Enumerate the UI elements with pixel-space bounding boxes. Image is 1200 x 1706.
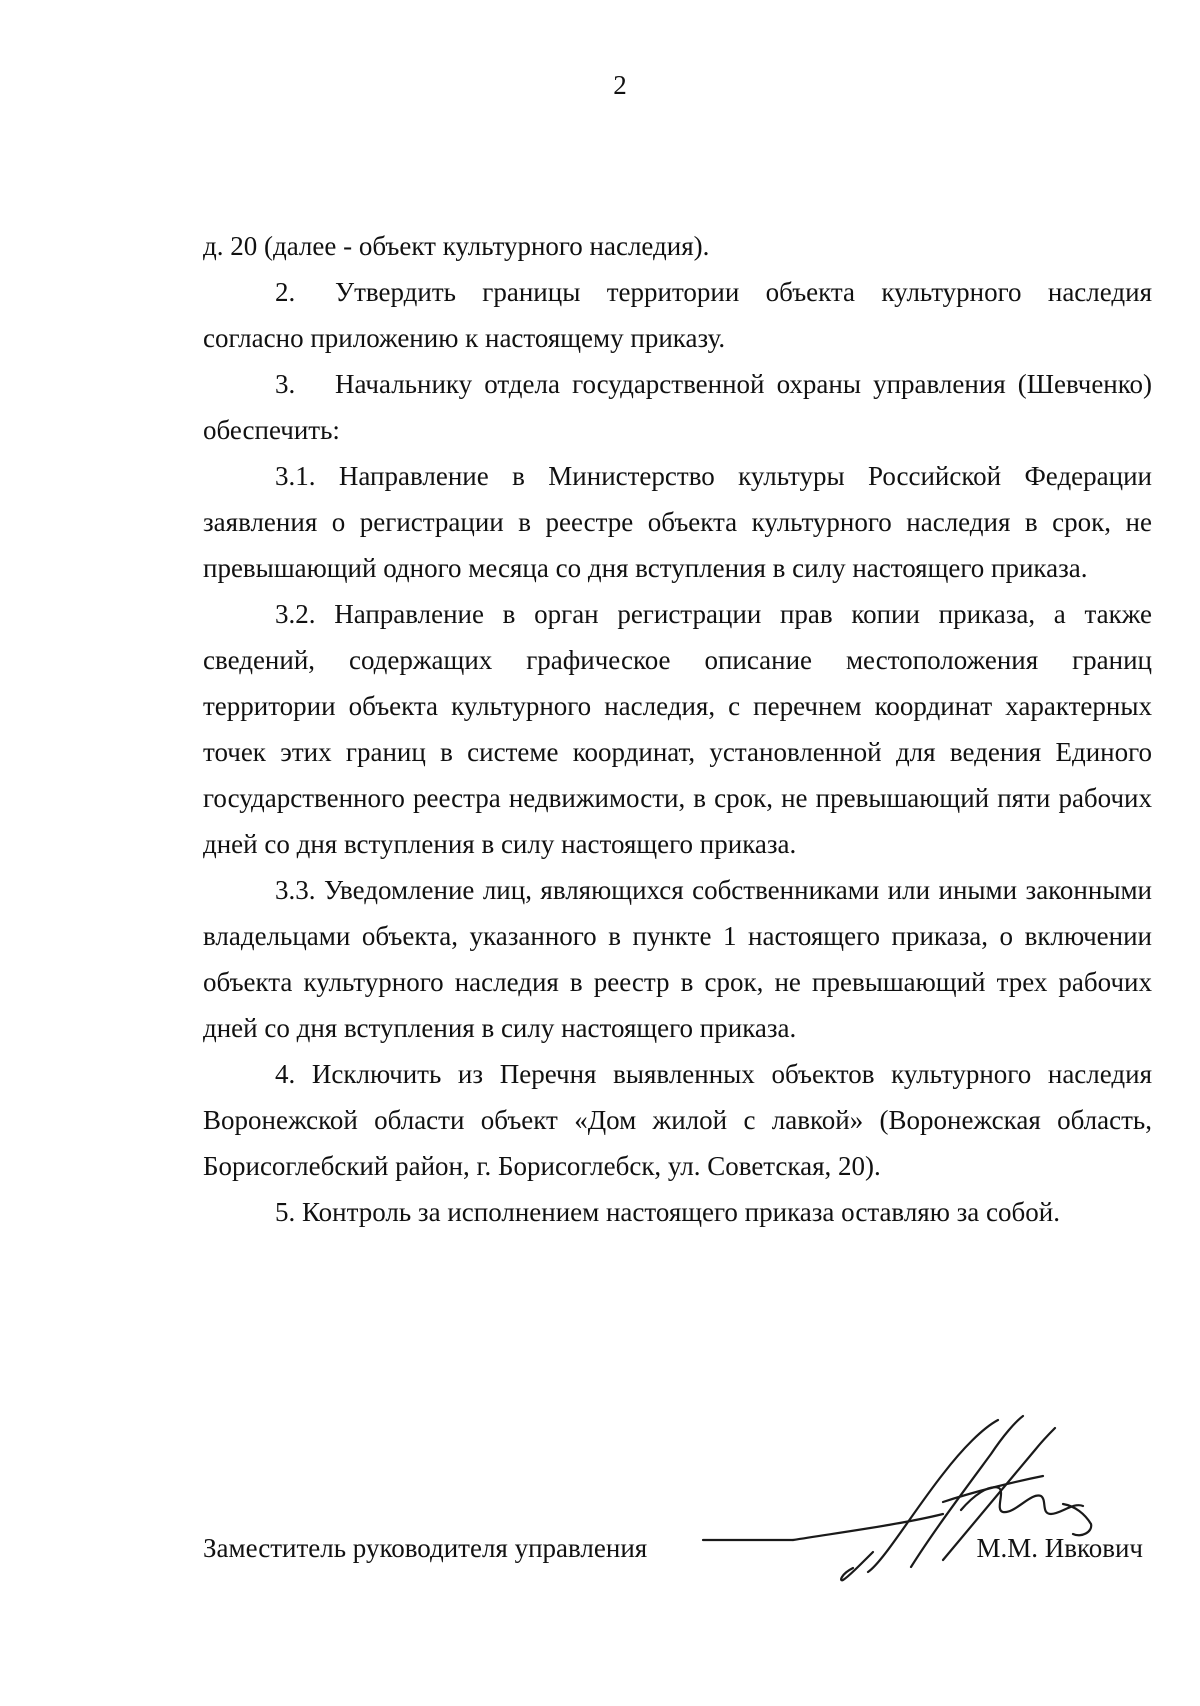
signer-position: Заместитель руководителя управления (203, 1533, 648, 1563)
paragraph-item-3-1: 3.1. Направление в Министерство культуры Российской Федерации заявления о регистрации в реестре объекта культурного наследия в срок, не превышающий одного месяца со дня вступления в силу настоящего приказа. (203, 461, 1152, 583)
item-number: 2. (275, 277, 296, 307)
paragraph-item-3-2: 3.2. Направление в орган регистрации прав копии приказа, а также сведений, содержащих графическое описание местоположения границ территории объекта культурного наследия, с перечнем координат характерных точек этих границ в системе координат, установленной для ведения Единого государственного реестра недвижимости, в срок, не превышающий пяти рабочих дней со дня вступления в силу настоящего приказа. (203, 599, 1152, 859)
paragraph-item-2 (203, 269, 1152, 361)
paragraph-item-4: 4. Исключить из Перечня выявленных объектов культурного наследия Воронежской области объект «Дом жилой с лавкой» (Воронежская область, Борисоглебский район, г. Борисоглебск, ул. Советская, 20). (203, 1059, 1152, 1181)
page-number: 2 (613, 70, 627, 100)
paragraph-item-3-3: 3.3. Уведомление лиц, являющихся собственниками или иными законными владельцами объекта, указанного в пункте 1 настоящего приказа, о включении объекта культурного наследия в реестр в срок, не превышающий трех рабочих дней со дня вступления в силу настоящего приказа. (203, 875, 1152, 1043)
item-number: 3. (275, 369, 296, 399)
item-text: Начальнику отдела государственной охраны управления (Шевченко) обеспечить: (203, 369, 1152, 445)
paragraph-continuation: д. 20 (далее - объект культурного наследия). (203, 231, 710, 261)
paragraph-item-3 (203, 361, 1152, 453)
document-body (203, 223, 1152, 1235)
signer-name: М.М. Ивкович (976, 1533, 1143, 1563)
item-text: Утвердить границы территории объекта культурного наследия согласно приложению к настоящему приказу. (203, 277, 1152, 353)
signature-block (203, 1525, 1143, 1571)
paragraph-item-5: 5. Контроль за исполнением настоящего приказа оставляю за собой. (275, 1197, 1060, 1227)
